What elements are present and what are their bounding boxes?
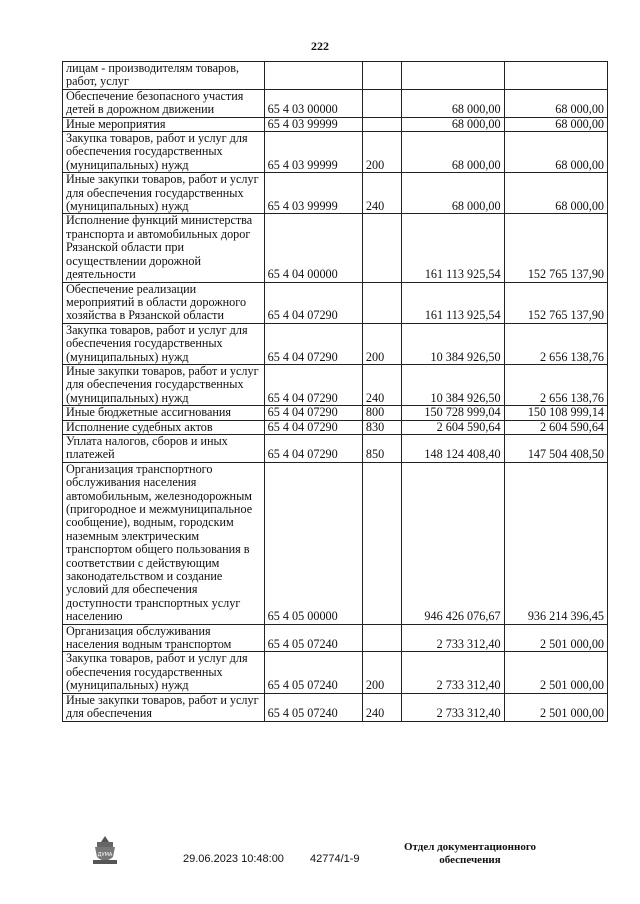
row-amount-2023-cell: 161 113 925,54 xyxy=(402,282,504,323)
row-amount-2024-cell: 150 108 999,14 xyxy=(504,406,607,420)
row-amount-2023-cell: 68 000,00 xyxy=(402,117,504,131)
row-name-cell: Обеспечение реализации мероприятий в области дорожного хозяйства в Рязанской области xyxy=(63,282,265,323)
row-amount-2024-cell: 2 656 138,76 xyxy=(504,364,607,405)
table-row xyxy=(63,323,608,364)
row-name-cell: Организация транспортного обслуживания населения автомобильным, железнодорожным (пригородное и межмуниципальное сообщение), водным, городским наземным электрическим транспортом общего пользования в соответствии с действующим законодательством и создание условий для обеспечения доступности транспортных услуг населению xyxy=(63,462,265,624)
row-vr-cell xyxy=(362,282,401,323)
row-amount-2023-cell: 10 384 926,50 xyxy=(402,364,504,405)
row-vr-cell: 200 xyxy=(362,323,401,364)
row-vr-cell: 200 xyxy=(362,132,401,173)
row-amount-2024-cell: 68 000,00 xyxy=(504,89,607,117)
svg-text:ДУМА: ДУМА xyxy=(97,852,113,858)
row-amount-2023-cell: 68 000,00 xyxy=(402,173,504,214)
table-row xyxy=(63,420,608,434)
row-amount-2023-cell xyxy=(402,62,504,90)
row-amount-2024-cell: 2 501 000,00 xyxy=(504,693,607,721)
row-amount-2023-cell: 68 000,00 xyxy=(402,132,504,173)
row-amount-2024-cell: 152 765 137,90 xyxy=(504,214,607,282)
row-vr-cell xyxy=(362,462,401,624)
row-name-cell: Иные бюджетные ассигнования xyxy=(63,406,265,420)
row-csr-cell: 65 4 05 07240 xyxy=(264,652,362,693)
row-name-cell: Иные мероприятия xyxy=(63,117,265,131)
table-row xyxy=(63,462,608,624)
row-amount-2023-cell: 10 384 926,50 xyxy=(402,323,504,364)
row-name-cell: Исполнение функций министерства транспорта и автомобильных дорог Рязанской области при осуществлении дорожной деятельности xyxy=(63,214,265,282)
row-name-cell: Иные закупки товаров, работ и услуг для обеспечения государственных (муниципальных) нужд xyxy=(63,173,265,214)
footer-datetime: 29.06.2023 10:48:00 xyxy=(183,853,284,865)
row-amount-2024-cell: 68 000,00 xyxy=(504,117,607,131)
row-name-cell: Закупка товаров, работ и услуг для обеспечения государственных (муниципальных) нужд xyxy=(63,323,265,364)
row-name-cell: Обеспечение безопасного участия детей в дорожном движении xyxy=(63,89,265,117)
table-row xyxy=(63,214,608,282)
table-row xyxy=(63,624,608,652)
row-csr-cell: 65 4 05 07240 xyxy=(264,624,362,652)
row-csr-cell: 65 4 03 99999 xyxy=(264,132,362,173)
row-amount-2023-cell: 148 124 408,40 xyxy=(402,434,504,462)
row-csr-cell: 65 4 04 07290 xyxy=(264,323,362,364)
row-amount-2023-cell: 2 604 590,64 xyxy=(402,420,504,434)
row-csr-cell: 65 4 04 00000 xyxy=(264,214,362,282)
footer-department: Отдел документационного обеспечения xyxy=(403,841,537,866)
row-name-cell: Иные закупки товаров, работ и услуг для обеспечения государственных (муниципальных) нужд xyxy=(63,364,265,405)
row-csr-cell: 65 4 03 00000 xyxy=(264,89,362,117)
table-row xyxy=(63,173,608,214)
row-csr-cell: 65 4 04 07290 xyxy=(264,364,362,405)
row-csr-cell: 65 4 03 99999 xyxy=(264,173,362,214)
row-amount-2024-cell: 936 214 396,45 xyxy=(504,462,607,624)
row-vr-cell xyxy=(362,214,401,282)
budget-table-body xyxy=(63,62,608,722)
row-amount-2023-cell: 150 728 999,04 xyxy=(402,406,504,420)
row-amount-2024-cell: 152 765 137,90 xyxy=(504,282,607,323)
row-amount-2024-cell: 2 656 138,76 xyxy=(504,323,607,364)
row-name-cell: лицам - производителям товаров, работ, услуг xyxy=(63,62,265,90)
row-amount-2023-cell: 946 426 076,67 xyxy=(402,462,504,624)
table-row xyxy=(63,89,608,117)
row-vr-cell xyxy=(362,624,401,652)
row-name-cell: Закупка товаров, работ и услуг для обеспечения государственных (муниципальных) нужд xyxy=(63,652,265,693)
row-vr-cell: 800 xyxy=(362,406,401,420)
row-amount-2024-cell: 2 501 000,00 xyxy=(504,624,607,652)
row-amount-2024-cell: 68 000,00 xyxy=(504,173,607,214)
row-vr-cell: 200 xyxy=(362,652,401,693)
row-amount-2023-cell: 2 733 312,40 xyxy=(402,652,504,693)
row-vr-cell xyxy=(362,62,401,90)
table-row xyxy=(63,132,608,173)
row-amount-2024-cell: 147 504 408,50 xyxy=(504,434,607,462)
table-row xyxy=(63,434,608,462)
row-vr-cell: 830 xyxy=(362,420,401,434)
row-amount-2024-cell: 2 501 000,00 xyxy=(504,652,607,693)
row-vr-cell: 850 xyxy=(362,434,401,462)
row-name-cell: Уплата налогов, сборов и иных платежей xyxy=(63,434,265,462)
table-row xyxy=(63,652,608,693)
row-amount-2023-cell: 161 113 925,54 xyxy=(402,214,504,282)
row-csr-cell xyxy=(264,62,362,90)
table-row xyxy=(63,364,608,405)
row-vr-cell: 240 xyxy=(362,693,401,721)
row-vr-cell xyxy=(362,89,401,117)
row-amount-2023-cell: 2 733 312,40 xyxy=(402,624,504,652)
row-csr-cell: 65 4 04 07290 xyxy=(264,282,362,323)
row-vr-cell: 240 xyxy=(362,173,401,214)
table-row xyxy=(63,693,608,721)
row-csr-cell: 65 4 05 00000 xyxy=(264,462,362,624)
coat-of-arms-icon xyxy=(88,833,122,867)
table-row xyxy=(63,282,608,323)
row-csr-cell: 65 4 04 07290 xyxy=(264,434,362,462)
row-csr-cell: 65 4 03 99999 xyxy=(264,117,362,131)
row-name-cell: Иные закупки товаров, работ и услуг для обеспечения xyxy=(63,693,265,721)
table-row xyxy=(63,62,608,90)
row-amount-2024-cell xyxy=(504,62,607,90)
row-amount-2024-cell: 2 604 590,64 xyxy=(504,420,607,434)
row-amount-2024-cell: 68 000,00 xyxy=(504,132,607,173)
row-vr-cell xyxy=(362,117,401,131)
row-amount-2023-cell: 68 000,00 xyxy=(402,89,504,117)
table-row xyxy=(63,117,608,131)
table-row xyxy=(63,406,608,420)
row-amount-2023-cell: 2 733 312,40 xyxy=(402,693,504,721)
budget-table xyxy=(62,61,608,722)
row-name-cell: Исполнение судебных актов xyxy=(63,420,265,434)
row-name-cell: Закупка товаров, работ и услуг для обеспечения государственных (муниципальных) нужд xyxy=(63,132,265,173)
row-csr-cell: 65 4 04 07290 xyxy=(264,420,362,434)
row-csr-cell: 65 4 04 07290 xyxy=(264,406,362,420)
row-name-cell: Организация обслуживания населения водным транспортом xyxy=(63,624,265,652)
row-vr-cell: 240 xyxy=(362,364,401,405)
row-csr-cell: 65 4 05 07240 xyxy=(264,693,362,721)
page-number: 222 xyxy=(311,39,329,53)
footer-doc-code: 42774/1-9 xyxy=(310,853,360,865)
